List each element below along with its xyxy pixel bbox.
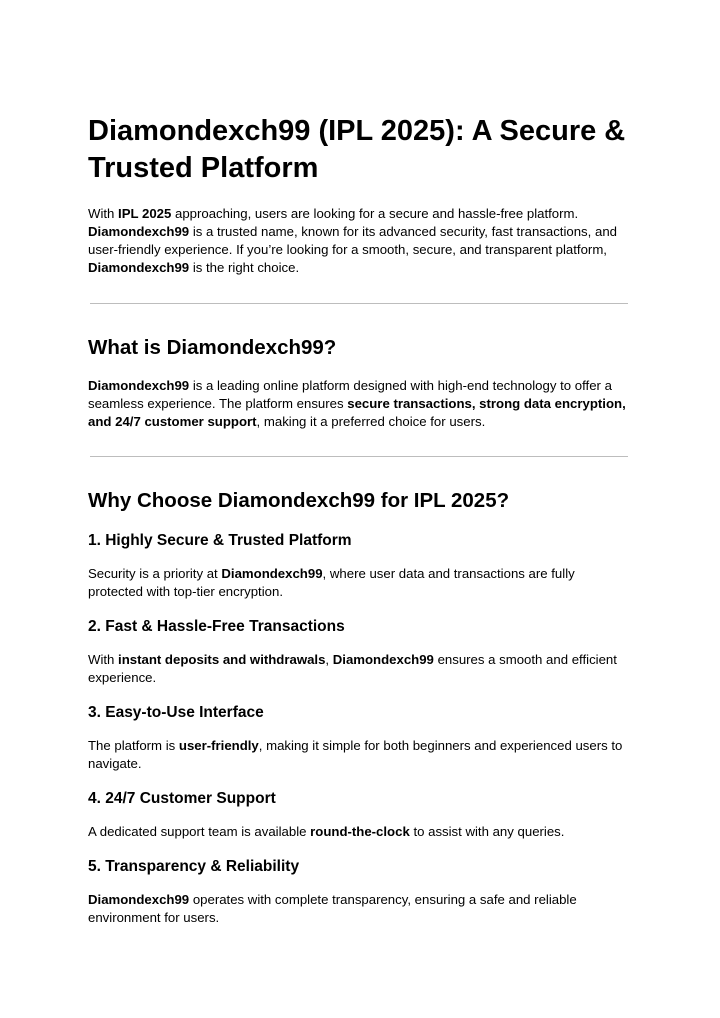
transactions-text-1: With — [88, 652, 119, 667]
intro-text-4: is the right choice. — [189, 260, 300, 275]
what-bold-1: Diamondexch99 — [88, 378, 190, 393]
support-paragraph — [88, 823, 632, 841]
support-text-1: A dedicated support team is available — [88, 824, 311, 839]
transactions-bold-1: instant deposits and withdrawals — [118, 652, 326, 667]
subheading-support: 4. 24/7 Customer Support — [88, 790, 276, 807]
interface-paragraph — [88, 737, 632, 773]
transactions-text-2: , — [325, 652, 333, 667]
support-text-2: to assist with any queries. — [409, 824, 565, 839]
intro-text-3: is a trusted name, known for its advanced security, fast transactions, and user-friendly experience. If you’re looking for a smooth, secure, and transparent platform, — [88, 224, 617, 257]
secure-paragraph — [88, 565, 632, 601]
what-text-2: , making it a preferred choice for users. — [256, 414, 486, 429]
what-text-1: is a leading online platform designed with high-end technology to offer a seamless experience. The platform ensures — [88, 378, 612, 411]
subheading-secure: 1. Highly Secure & Trusted Platform — [88, 532, 352, 549]
intro-bold-1: IPL 2025 — [118, 206, 172, 221]
secure-text-1: Security is a priority at — [88, 566, 222, 581]
transactions-paragraph — [88, 651, 632, 687]
page-title: Diamondexch99 (IPL 2025): A Secure & Trusted Platform — [88, 115, 626, 184]
section-divider — [90, 456, 628, 457]
section-divider — [90, 303, 628, 304]
intro-bold-3: Diamondexch99 — [88, 260, 190, 275]
subheading-transactions: 2. Fast & Hassle-Free Transactions — [88, 618, 345, 635]
subheading-interface: 3. Easy-to-Use Interface — [88, 704, 264, 721]
secure-text-2: , where user data and transactions are fully protected with top-tier encryption. — [88, 566, 575, 599]
what-heading: What is Diamondexch99? — [88, 336, 337, 359]
why-heading: Why Choose Diamondexch99 for IPL 2025? — [88, 489, 510, 512]
interface-bold-1: user-friendly — [178, 738, 259, 753]
transparency-bold-1: Diamondexch99 — [88, 892, 190, 907]
transparency-paragraph — [88, 891, 632, 927]
interface-text-1: The platform is — [88, 738, 179, 753]
intro-bold-2: Diamondexch99 — [88, 224, 190, 239]
what-paragraph — [88, 377, 632, 431]
intro-text-1: With — [88, 206, 119, 221]
secure-bold-1: Diamondexch99 — [221, 566, 323, 581]
transactions-text-3: ensures a smooth and efficient experience. — [88, 652, 617, 685]
transparency-text-1: operates with complete transparency, ensuring a safe and reliable environment for users. — [88, 892, 577, 925]
intro-text-2: approaching, users are looking for a secure and hassle-free platform. — [171, 206, 579, 221]
intro-paragraph — [88, 205, 632, 277]
interface-text-2: , making it simple for both beginners and experienced users to navigate. — [88, 738, 623, 771]
subheading-transparency: 5. Transparency & Reliability — [88, 858, 300, 875]
what-bold-2: secure transactions, strong data encryption, and 24/7 customer support — [88, 396, 626, 429]
support-bold-1: round-the-clock — [310, 824, 410, 839]
transactions-bold-2: Diamondexch99 — [332, 652, 434, 667]
